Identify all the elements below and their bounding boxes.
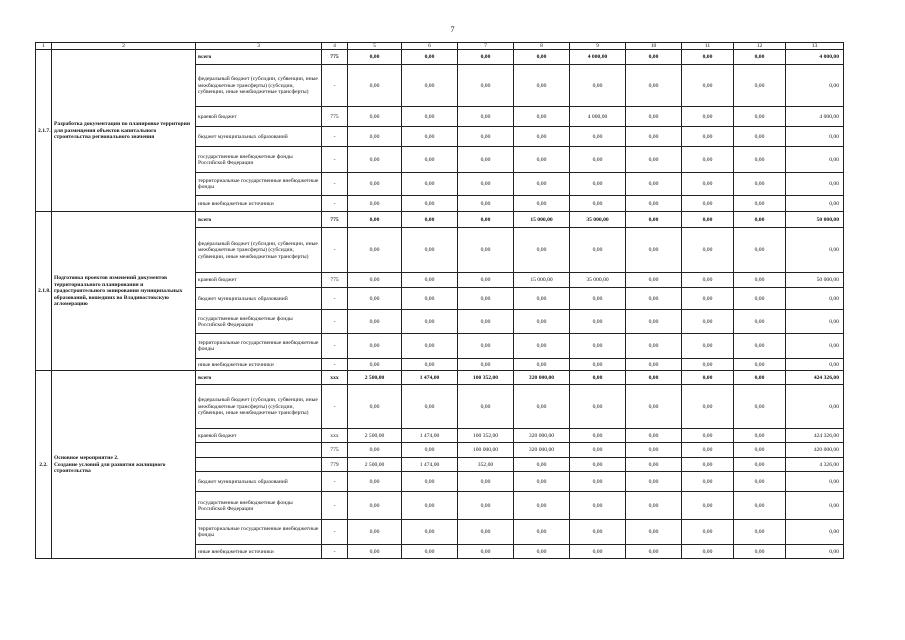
amount-cell: 0,00 — [514, 359, 570, 371]
amount-cell: 0,00 — [458, 520, 514, 545]
amount-cell: 0,00 — [348, 127, 402, 147]
budget-code: 779 — [322, 458, 348, 472]
amount-cell: 0,00 — [626, 65, 682, 107]
budget-code: - — [322, 520, 348, 545]
amount-cell: 100 352,00 — [458, 429, 514, 443]
amount-cell: 0,00 — [570, 147, 626, 173]
amount-cell: 0,00 — [458, 228, 514, 273]
amount-cell: 0,00 — [458, 310, 514, 334]
amount-cell: 0,00 — [514, 334, 570, 359]
amount-cell: 4 000,00 — [786, 107, 844, 127]
amount-cell: 0,00 — [682, 147, 734, 173]
amount-cell: 0,00 — [682, 212, 734, 228]
amount-cell: 0,00 — [458, 107, 514, 127]
amount-cell: 0,00 — [570, 458, 626, 472]
amount-cell: 0,00 — [402, 196, 458, 212]
amount-cell: 0,00 — [786, 520, 844, 545]
budget-code: - — [322, 288, 348, 310]
row-code: 2.2. — [36, 371, 52, 559]
amount-cell: 2 500,00 — [348, 429, 402, 443]
amount-cell: 0,00 — [626, 107, 682, 127]
amount-cell: 0,00 — [348, 334, 402, 359]
amount-cell: 0,00 — [570, 65, 626, 107]
amount-cell: 0,00 — [458, 472, 514, 492]
amount-cell: 0,00 — [734, 371, 786, 385]
amount-cell: 1 474,00 — [402, 371, 458, 385]
amount-cell: 0,00 — [570, 520, 626, 545]
funding-source: бюджет муниципальных образований — [196, 127, 322, 147]
amount-cell: 35 000,00 — [570, 273, 626, 288]
amount-cell: 0,00 — [402, 127, 458, 147]
funding-source: всего — [196, 371, 322, 385]
amount-cell: 0,00 — [402, 50, 458, 65]
amount-cell: 0,00 — [626, 520, 682, 545]
amount-cell: 0,00 — [786, 492, 844, 520]
amount-cell: 0,00 — [734, 127, 786, 147]
amount-cell: 1 474,00 — [402, 458, 458, 472]
measure-text: Создание условий для развития жилищного строительства — [54, 461, 166, 475]
amount-cell: 0,00 — [348, 310, 402, 334]
budget-code: - — [322, 472, 348, 492]
amount-cell: 0,00 — [682, 334, 734, 359]
amount-cell: 0,00 — [682, 173, 734, 196]
measure-text: Подготовка проектов изменений документов территориального планирования и градостроительного зонирования муниципальных образований, вошедших во Владивостокскую агломерацию — [54, 275, 183, 308]
amount-cell: 0,00 — [514, 228, 570, 273]
amount-cell: 100 352,00 — [458, 371, 514, 385]
budget-code: - — [322, 65, 348, 107]
budget-code: 775 — [322, 107, 348, 127]
budget-code: - — [322, 196, 348, 212]
amount-cell: 0,00 — [626, 371, 682, 385]
funding-source: федеральный бюджет (субсидии, субвенции, иные межбюджетные трансферты) (субсидии, субвенции, иные межбюджетные трансферты) — [196, 385, 322, 429]
measure-description — [52, 50, 196, 212]
amount-cell: 0,00 — [458, 65, 514, 107]
amount-cell: 0,00 — [402, 492, 458, 520]
budget-code: 775 — [322, 273, 348, 288]
funding-source: государственные внебюджетные фонды Российской Федерации — [196, 147, 322, 173]
amount-cell: 0,00 — [514, 520, 570, 545]
amount-cell: 0,00 — [682, 492, 734, 520]
amount-cell: 0,00 — [626, 545, 682, 559]
budget-table — [35, 42, 844, 559]
budget-code: - — [322, 334, 348, 359]
amount-cell: 0,00 — [682, 196, 734, 212]
amount-cell: 0,00 — [570, 288, 626, 310]
amount-cell: 0,00 — [626, 429, 682, 443]
amount-cell: 0,00 — [734, 147, 786, 173]
amount-cell: 4 000,00 — [570, 107, 626, 127]
amount-cell: 0,00 — [458, 385, 514, 429]
amount-cell: 0,00 — [348, 520, 402, 545]
amount-cell: 0,00 — [402, 228, 458, 273]
amount-cell: 0,00 — [458, 359, 514, 371]
amount-cell: 0,00 — [514, 288, 570, 310]
funding-source: федеральный бюджет (субсидии, субвенции, иные межбюджетные трансферты) (субсидии, субвенции, иные межбюджетные трансферты) — [196, 65, 322, 107]
amount-cell: 0,00 — [626, 334, 682, 359]
amount-cell: 0,00 — [734, 545, 786, 559]
amount-cell: 0,00 — [734, 228, 786, 273]
amount-cell: 0,00 — [626, 273, 682, 288]
amount-cell: 0,00 — [734, 458, 786, 472]
header-cell: 11 — [682, 43, 734, 50]
header-cell: 6 — [402, 43, 458, 50]
header-row — [36, 43, 844, 50]
funding-source: федеральный бюджет (субсидии, субвенции, иные межбюджетные трансферты) (субсидии, субвенции, иные межбюджетные трансферты) — [196, 228, 322, 273]
amount-cell: 0,00 — [458, 334, 514, 359]
amount-cell: 0,00 — [626, 310, 682, 334]
amount-cell: 0,00 — [786, 127, 844, 147]
amount-cell: 15 000,00 — [514, 212, 570, 228]
amount-cell: 0,00 — [570, 310, 626, 334]
amount-cell: 0,00 — [402, 173, 458, 196]
amount-cell: 0,00 — [682, 385, 734, 429]
amount-cell: 0,00 — [626, 147, 682, 173]
amount-cell: 0,00 — [348, 173, 402, 196]
row-code: 2.1.7. — [36, 50, 52, 212]
amount-cell: 0,00 — [570, 492, 626, 520]
amount-cell: 0,00 — [786, 228, 844, 273]
amount-cell: 0,00 — [458, 127, 514, 147]
budget-code: - — [322, 173, 348, 196]
funding-source: иные внебюджетные источники — [196, 545, 322, 559]
amount-cell: 0,00 — [682, 310, 734, 334]
amount-cell: 424 326,00 — [786, 429, 844, 443]
header-cell: 10 — [626, 43, 682, 50]
amount-cell: 0,00 — [402, 273, 458, 288]
amount-cell: 0,00 — [786, 359, 844, 371]
budget-code: - — [322, 127, 348, 147]
budget-code: 775 — [322, 443, 348, 458]
amount-cell: 0,00 — [682, 443, 734, 458]
amount-cell: 0,00 — [734, 385, 786, 429]
amount-cell: 0,00 — [626, 385, 682, 429]
amount-cell: 0,00 — [570, 371, 626, 385]
table-row — [36, 50, 844, 65]
amount-cell: 0,00 — [570, 173, 626, 196]
amount-cell: 0,00 — [348, 65, 402, 107]
amount-cell: 0,00 — [348, 385, 402, 429]
amount-cell: 0,00 — [626, 173, 682, 196]
amount-cell: 0,00 — [348, 359, 402, 371]
amount-cell: 0,00 — [626, 127, 682, 147]
funding-source: бюджет муниципальных образований — [196, 288, 322, 310]
header-cell: 3 — [196, 43, 322, 50]
amount-cell: 0,00 — [402, 545, 458, 559]
amount-cell: 0,00 — [570, 385, 626, 429]
amount-cell: 2 500,00 — [348, 458, 402, 472]
amount-cell: 0,00 — [348, 147, 402, 173]
funding-source: государственные внебюджетные фонды Российской Федерации — [196, 492, 322, 520]
header-cell: 13 — [786, 43, 844, 50]
amount-cell: 0,00 — [514, 458, 570, 472]
row-code: 2.1.8. — [36, 212, 52, 371]
funding-source: иные внебюджетные источники — [196, 196, 322, 212]
header-cell: 9 — [570, 43, 626, 50]
amount-cell: 0,00 — [348, 107, 402, 127]
amount-cell: 0,00 — [734, 273, 786, 288]
amount-cell: 0,00 — [626, 228, 682, 273]
amount-cell: 15 000,00 — [514, 273, 570, 288]
amount-cell: 0,00 — [786, 65, 844, 107]
amount-cell: 0,00 — [348, 228, 402, 273]
amount-cell: 0,00 — [786, 472, 844, 492]
amount-cell: 0,00 — [458, 273, 514, 288]
amount-cell: 0,00 — [402, 359, 458, 371]
table-row — [36, 371, 844, 385]
amount-cell: 100 000,00 — [458, 443, 514, 458]
amount-cell: 0,00 — [514, 472, 570, 492]
amount-cell: 0,00 — [402, 107, 458, 127]
amount-cell: 0,00 — [786, 334, 844, 359]
budget-code: 775 — [322, 50, 348, 65]
amount-cell: 0,00 — [458, 492, 514, 520]
amount-cell: 320 000,00 — [514, 443, 570, 458]
amount-cell: 0,00 — [682, 288, 734, 310]
amount-cell: 0,00 — [402, 212, 458, 228]
amount-cell: 4 000,00 — [786, 50, 844, 65]
amount-cell: 0,00 — [570, 228, 626, 273]
funding-source — [196, 443, 322, 458]
amount-cell: 0,00 — [682, 65, 734, 107]
amount-cell: 0,00 — [348, 212, 402, 228]
amount-cell: 0,00 — [402, 385, 458, 429]
amount-cell: 0,00 — [458, 196, 514, 212]
amount-cell: 0,00 — [348, 196, 402, 212]
header-cell: 2 — [52, 43, 196, 50]
amount-cell: 4 326,00 — [786, 458, 844, 472]
amount-cell: 0,00 — [348, 545, 402, 559]
amount-cell: 0,00 — [514, 545, 570, 559]
amount-cell: 0,00 — [626, 472, 682, 492]
amount-cell: 320 000,00 — [514, 429, 570, 443]
amount-cell: 0,00 — [402, 310, 458, 334]
amount-cell: 0,00 — [786, 385, 844, 429]
budget-code: - — [322, 545, 348, 559]
amount-cell: 0,00 — [626, 492, 682, 520]
amount-cell: 0,00 — [402, 334, 458, 359]
budget-code: 775 — [322, 212, 348, 228]
amount-cell: 0,00 — [682, 359, 734, 371]
budget-code: - — [322, 385, 348, 429]
amount-cell: 0,00 — [786, 288, 844, 310]
amount-cell: 0,00 — [734, 288, 786, 310]
header-cell: 5 — [348, 43, 402, 50]
page-number: 7 — [450, 25, 455, 34]
amount-cell: 0,00 — [734, 472, 786, 492]
amount-cell: 0,00 — [570, 429, 626, 443]
amount-cell: 0,00 — [514, 127, 570, 147]
amount-cell: 0,00 — [626, 443, 682, 458]
amount-cell: 0,00 — [682, 127, 734, 147]
amount-cell: 0,00 — [514, 310, 570, 334]
budget-code: ххх — [322, 371, 348, 385]
amount-cell: 420 000,00 — [786, 443, 844, 458]
amount-cell: 0,00 — [786, 147, 844, 173]
amount-cell: 0,00 — [682, 458, 734, 472]
amount-cell: 0,00 — [458, 173, 514, 196]
amount-cell: 0,00 — [734, 310, 786, 334]
amount-cell: 0,00 — [514, 173, 570, 196]
amount-cell: 0,00 — [402, 65, 458, 107]
amount-cell: 0,00 — [682, 472, 734, 492]
header-cell: 12 — [734, 43, 786, 50]
amount-cell: 0,00 — [348, 273, 402, 288]
amount-cell: 0,00 — [626, 288, 682, 310]
amount-cell: 0,00 — [514, 65, 570, 107]
funding-source: всего — [196, 50, 322, 65]
amount-cell: 35 000,00 — [570, 212, 626, 228]
amount-cell: 0,00 — [734, 443, 786, 458]
amount-cell: 0,00 — [626, 196, 682, 212]
funding-source: краевой бюджет — [196, 273, 322, 288]
measure-description — [52, 212, 196, 371]
amount-cell: 0,00 — [458, 212, 514, 228]
amount-cell: 0,00 — [570, 334, 626, 359]
amount-cell: 0,00 — [458, 147, 514, 173]
budget-code: - — [322, 492, 348, 520]
amount-cell: 0,00 — [570, 359, 626, 371]
amount-cell: 0,00 — [514, 385, 570, 429]
amount-cell: 0,00 — [786, 310, 844, 334]
amount-cell: 0,00 — [734, 429, 786, 443]
amount-cell: 0,00 — [734, 359, 786, 371]
budget-code: ххх — [322, 429, 348, 443]
amount-cell: 0,00 — [682, 107, 734, 127]
amount-cell: 0,00 — [402, 147, 458, 173]
funding-source — [196, 458, 322, 472]
funding-source: территориальные государственные внебюджетные фонды — [196, 173, 322, 196]
amount-cell: 320 000,00 — [514, 371, 570, 385]
amount-cell: 0,00 — [682, 520, 734, 545]
amount-cell: 0,00 — [786, 196, 844, 212]
funding-source: бюджет муниципальных образований — [196, 472, 322, 492]
header-cell: 8 — [514, 43, 570, 50]
amount-cell: 4 000,00 — [570, 50, 626, 65]
amount-cell: 0,00 — [682, 273, 734, 288]
amount-cell: 0,00 — [682, 429, 734, 443]
amount-cell: 0,00 — [786, 173, 844, 196]
amount-cell: 0,00 — [734, 173, 786, 196]
amount-cell: 0,00 — [348, 492, 402, 520]
funding-source: краевой бюджет — [196, 107, 322, 127]
amount-cell: 2 500,00 — [348, 371, 402, 385]
amount-cell: 0,00 — [402, 443, 458, 458]
amount-cell: 0,00 — [514, 147, 570, 173]
funding-source: краевой бюджет — [196, 429, 322, 443]
amount-cell: 0,00 — [734, 334, 786, 359]
amount-cell: 0,00 — [786, 545, 844, 559]
amount-cell: 0,00 — [348, 443, 402, 458]
amount-cell: 0,00 — [402, 288, 458, 310]
funding-source: территориальные государственные внебюджетные фонды — [196, 520, 322, 545]
amount-cell: 0,00 — [682, 371, 734, 385]
amount-cell: 0,00 — [458, 545, 514, 559]
amount-cell: 0,00 — [458, 50, 514, 65]
funding-source: иные внебюджетные источники — [196, 359, 322, 371]
amount-cell: 0,00 — [734, 50, 786, 65]
amount-cell: 0,00 — [626, 359, 682, 371]
header-cell: 1 — [36, 43, 52, 50]
amount-cell: 0,00 — [514, 492, 570, 520]
amount-cell: 0,00 — [626, 212, 682, 228]
measure-description — [52, 371, 196, 559]
amount-cell: 0,00 — [734, 65, 786, 107]
amount-cell: 0,00 — [626, 458, 682, 472]
amount-cell: 0,00 — [734, 492, 786, 520]
funding-source: территориальные государственные внебюджетные фонды — [196, 334, 322, 359]
amount-cell: 0,00 — [402, 520, 458, 545]
amount-cell: 50 000,00 — [786, 212, 844, 228]
budget-code: - — [322, 228, 348, 273]
amount-cell: 0,00 — [570, 127, 626, 147]
amount-cell: 0,00 — [348, 288, 402, 310]
amount-cell: 0,00 — [682, 545, 734, 559]
amount-cell: 0,00 — [734, 520, 786, 545]
funding-source: всего — [196, 212, 322, 228]
amount-cell: 0,00 — [682, 228, 734, 273]
amount-cell: 0,00 — [734, 196, 786, 212]
budget-code: - — [322, 147, 348, 173]
header-cell: 7 — [458, 43, 514, 50]
funding-source: государственные внебюджетные фонды Российской Федерации — [196, 310, 322, 334]
amount-cell: 0,00 — [570, 545, 626, 559]
amount-cell: 0,00 — [734, 107, 786, 127]
amount-cell: 0,00 — [348, 472, 402, 492]
amount-cell: 0,00 — [570, 443, 626, 458]
amount-cell: 0,00 — [514, 196, 570, 212]
header-cell: 4 — [322, 43, 348, 50]
budget-code: - — [322, 310, 348, 334]
budget-code: - — [322, 359, 348, 371]
measure-text: Разработка документации по планировке территории для размещения объектов капитального строительства регионального значения — [54, 121, 191, 141]
amount-cell: 424 326,00 — [786, 371, 844, 385]
amount-cell: 0,00 — [514, 107, 570, 127]
amount-cell: 0,00 — [682, 50, 734, 65]
amount-cell: 0,00 — [626, 50, 682, 65]
amount-cell: 0,00 — [458, 288, 514, 310]
amount-cell: 0,00 — [402, 472, 458, 492]
amount-cell: 1 474,00 — [402, 429, 458, 443]
measure-title: Основное мероприятие 2. — [54, 455, 119, 462]
amount-cell: 0,00 — [570, 472, 626, 492]
table-row — [36, 212, 844, 228]
amount-cell: 0,00 — [514, 50, 570, 65]
amount-cell: 0,00 — [734, 212, 786, 228]
amount-cell: 352,00 — [458, 458, 514, 472]
amount-cell: 0,00 — [348, 50, 402, 65]
amount-cell: 50 000,00 — [786, 273, 844, 288]
amount-cell: 0,00 — [570, 196, 626, 212]
